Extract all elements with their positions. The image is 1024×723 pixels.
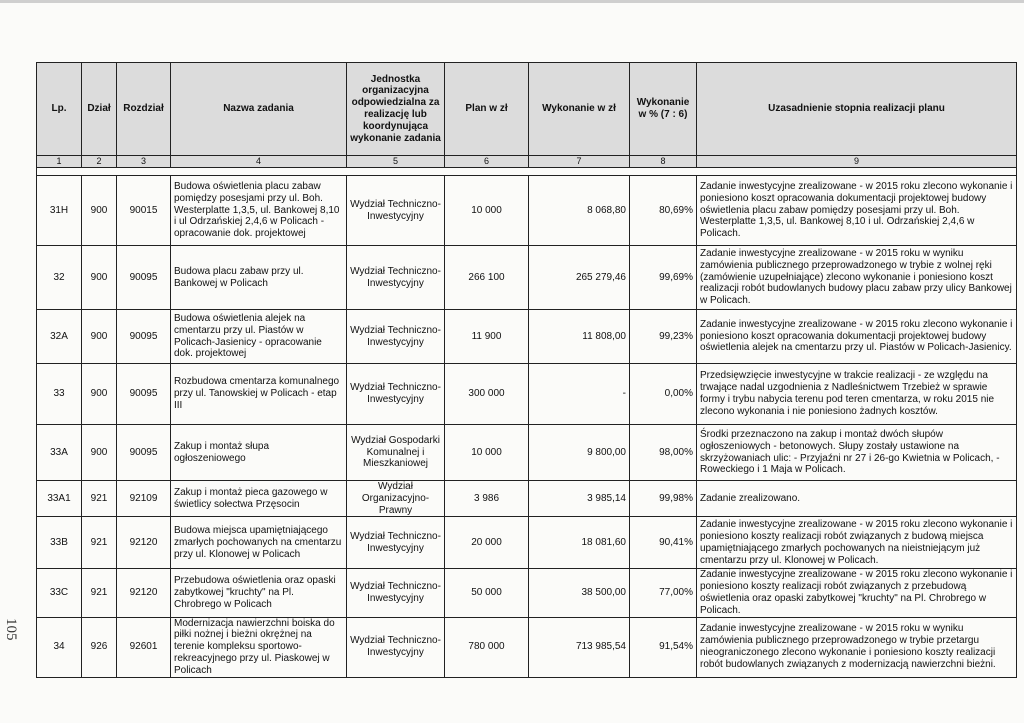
cell-dzial: 921 [82,481,117,517]
cell-lp: 31H [37,176,82,246]
header-row [37,63,1017,156]
cell-plan: 50 000 [445,569,529,617]
header-plan: Plan w zł [445,63,529,156]
table-row [37,569,1017,617]
header-nazwa: Nazwa zadania [171,63,347,156]
table-row [37,310,1017,364]
header-dzial: Dział [82,63,117,156]
cell-nazwa: Budowa oświetlenia placu zabaw pomiędzy posesjami przy ul. Boh. Westerplatte 1,3,5, ul. Bankowej 8,10 i ul Odrzańskiej 2,4,6 w Policach - opracowanie dok. projektowej [171,176,347,246]
cell-proc: 99,69% [630,246,697,310]
cell-nazwa: Zakup i montaż słupa ogłoszeniowego [171,425,347,481]
cell-uzasadnienie: Zadanie inwestycyjne zrealizowane - w 2015 roku zlecono wykonanie i poniesiono koszt opracowania dokumentacji projektowej budowy oświetlenia alejek na cmentarzu przy ul. Piastów w Policach-Jasienicy. [697,310,1017,364]
cell-wykonanie: 3 985,14 [529,481,630,517]
cell-rozdzial: 90095 [117,246,171,310]
col-number: 5 [347,156,445,168]
header-wykonanie-proc: Wykonanie w % (7 : 6) [630,63,697,156]
cell-nazwa: Budowa oświetlenia alejek na cmentarzu przy ul. Piastów w Policach-Jasienicy - opracowanie dok. projektowej [171,310,347,364]
col-number: 2 [82,156,117,168]
cell-lp: 32A [37,310,82,364]
cell-nazwa: Modernizacja nawierzchni boiska do piłki nożnej i bieżni okrężnej na terenie kompleksu sportowo-rekreacyjnego przy ul. Piaskowej w Policach [171,617,347,677]
cell-nazwa: Przebudowa oświetlenia oraz opaski zabytkowej "kruchty" na Pl. Chrobrego w Policach [171,569,347,617]
cell-lp: 33C [37,569,82,617]
investment-plan-table [36,62,1017,678]
cell-jednostka: Wydział Techniczno-Inwestycyjny [347,517,445,569]
cell-nazwa: Zakup i montaż pieca gazowego w świetlicy sołectwa Przęsocin [171,481,347,517]
cell-plan: 10 000 [445,425,529,481]
cell-wykonanie: 18 081,60 [529,517,630,569]
header-lp: Lp. [37,63,82,156]
cell-rozdzial: 92120 [117,569,171,617]
cell-wykonanie: - [529,364,630,425]
cell-uzasadnienie: Środki przeznaczono na zakup i montaż dwóch słupów ogłoszeniowych - betonowych. Słupy zostały ustawione na skrzyżowaniach ulic: - Przyjaźni nr 27 i 26-go Kwietnia w Policach, - Roweckiego i 1 Maja w Policach. [697,425,1017,481]
cell-rozdzial: 92120 [117,517,171,569]
cell-uzasadnienie: Zadanie inwestycyjne zrealizowane - w 2015 roku zlecono wykonanie i poniesiono koszty realizacji robót związanych z przebudową oświetlenia oraz opaski zabytkowej "kruchty" na Pl. Chrobrego w Policach. [697,569,1017,617]
cell-jednostka: Wydział Techniczno-Inwestycyjny [347,310,445,364]
cell-proc: 77,00% [630,569,697,617]
header-rozdzial: Rozdział [117,63,171,156]
cell-wykonanie: 713 985,54 [529,617,630,677]
table-row [37,617,1017,677]
cell-rozdzial: 90095 [117,425,171,481]
cell-jednostka: Wydział Techniczno-Inwestycyjny [347,246,445,310]
cell-proc: 91,54% [630,617,697,677]
cell-wykonanie: 11 808,00 [529,310,630,364]
cell-rozdzial: 90015 [117,176,171,246]
cell-lp: 33B [37,517,82,569]
cell-proc: 80,69% [630,176,697,246]
spacer-cell [37,168,1017,176]
cell-jednostka: Wydział Techniczno-Inwestycyjny [347,617,445,677]
cell-dzial: 900 [82,364,117,425]
cell-rozdzial: 90095 [117,364,171,425]
column-number-row [37,156,1017,168]
cell-nazwa: Budowa placu zabaw przy ul. Bankowej w Policach [171,246,347,310]
cell-jednostka: Wydział Techniczno-Inwestycyjny [347,569,445,617]
cell-jednostka: Wydział Techniczno-Inwestycyjny [347,364,445,425]
page-top-edge [0,0,1024,3]
cell-proc: 99,98% [630,481,697,517]
cell-wykonanie: 265 279,46 [529,246,630,310]
cell-dzial: 921 [82,569,117,617]
cell-nazwa: Budowa miejsca upamiętniającego zmarłych pochowanych na cmentarzu przy ul. Klonowej w Policach [171,517,347,569]
cell-uzasadnienie: Zadanie inwestycyjne zrealizowane - w 2015 roku zlecono wykonanie i poniesiono koszt opracowania dokumentacji projektowej budowy oświetlenia placu zabaw pomiędzy posesjami przy ul. Boh. Westerplatte 1,3,5, ul. Bankowej 8,10 i ul. Odrzańskiej 2,4,6 w Policach. [697,176,1017,246]
cell-plan: 300 000 [445,364,529,425]
cell-lp: 32 [37,246,82,310]
cell-jednostka: Wydział Gospodarki Komunalnej i Mieszkaniowej [347,425,445,481]
cell-proc: 0,00% [630,364,697,425]
cell-wykonanie: 8 068,80 [529,176,630,246]
header-spacer [37,168,1017,176]
cell-lp: 33 [37,364,82,425]
page-side-number: 105 [3,618,19,641]
header-uzasadnienie: Uzasadnienie stopnia realizacji planu [697,63,1017,156]
cell-wykonanie: 38 500,00 [529,569,630,617]
cell-proc: 98,00% [630,425,697,481]
cell-proc: 90,41% [630,517,697,569]
cell-rozdzial: 90095 [117,310,171,364]
table-row [37,364,1017,425]
cell-dzial: 926 [82,617,117,677]
cell-jednostka: Wydział Techniczno-Inwestycyjny [347,176,445,246]
col-number: 1 [37,156,82,168]
cell-dzial: 921 [82,517,117,569]
cell-dzial: 900 [82,176,117,246]
cell-uzasadnienie: Zadanie inwestycyjne zrealizowane - w 2015 roku zlecono wykonanie i poniesiono koszty realizacji robót związanych z budową miejsca upamiętniającego zmarłych pochowanych na nieistniejącym już cmentarzu przy ul. Klonowej w Policach. [697,517,1017,569]
header-jednostka: Jednostka organizacyjna odpowiedzialna za realizację lub koordynująca wykonanie zadania [347,63,445,156]
table-row [37,425,1017,481]
cell-uzasadnienie: Zadanie inwestycyjne zrealizowane - w 2015 roku w wyniku zamówienia publicznego przeprowadzonego w trybie przetargu nieograniczonego zlecono wykonanie i poniesiono koszty realizacji robót budowlanych związanych z modernizacją nawierzchni bieżni. [697,617,1017,677]
cell-rozdzial: 92109 [117,481,171,517]
cell-jednostka: Wydział Organizacyjno-Prawny [347,481,445,517]
cell-dzial: 900 [82,310,117,364]
cell-lp: 33A [37,425,82,481]
cell-uzasadnienie: Przedsięwzięcie inwestycyjne w trakcie realizacji - ze względu na trwające nadal uzgodnienia z Nadleśnictwem Trzebież w sprawie formy i trybu nabycia terenu pod teren cmentarza, w roku 2015 nie zlecono wykonania i nie poniesiono żadnych kosztów. [697,364,1017,425]
cell-uzasadnienie: Zadanie zrealizowano. [697,481,1017,517]
cell-plan: 266 100 [445,246,529,310]
table-row [37,246,1017,310]
cell-plan: 3 986 [445,481,529,517]
col-number: 8 [630,156,697,168]
col-number: 9 [697,156,1017,168]
cell-lp: 34 [37,617,82,677]
col-number: 7 [529,156,630,168]
table-row [37,481,1017,517]
cell-wykonanie: 9 800,00 [529,425,630,481]
cell-plan: 11 900 [445,310,529,364]
cell-nazwa: Rozbudowa cmentarza komunalnego przy ul. Tanowskiej w Policach - etap III [171,364,347,425]
cell-plan: 20 000 [445,517,529,569]
cell-dzial: 900 [82,246,117,310]
cell-proc: 99,23% [630,310,697,364]
header-wykonanie: Wykonanie w zł [529,63,630,156]
cell-uzasadnienie: Zadanie inwestycyjne zrealizowane - w 2015 roku w wyniku zamówienia publicznego przeprowadzonego w trybie z wolnej ręki (zamówienie uzupełniające) zlecono wykonanie i poniesiono koszt realizacji robót budowlanych budowy placu zabaw przy ulicy Bankowej w Policach. [697,246,1017,310]
cell-plan: 10 000 [445,176,529,246]
cell-dzial: 900 [82,425,117,481]
table-row [37,176,1017,246]
col-number: 6 [445,156,529,168]
col-number: 4 [171,156,347,168]
cell-plan: 780 000 [445,617,529,677]
col-number: 3 [117,156,171,168]
cell-rozdzial: 92601 [117,617,171,677]
cell-lp: 33A1 [37,481,82,517]
table-row [37,517,1017,569]
